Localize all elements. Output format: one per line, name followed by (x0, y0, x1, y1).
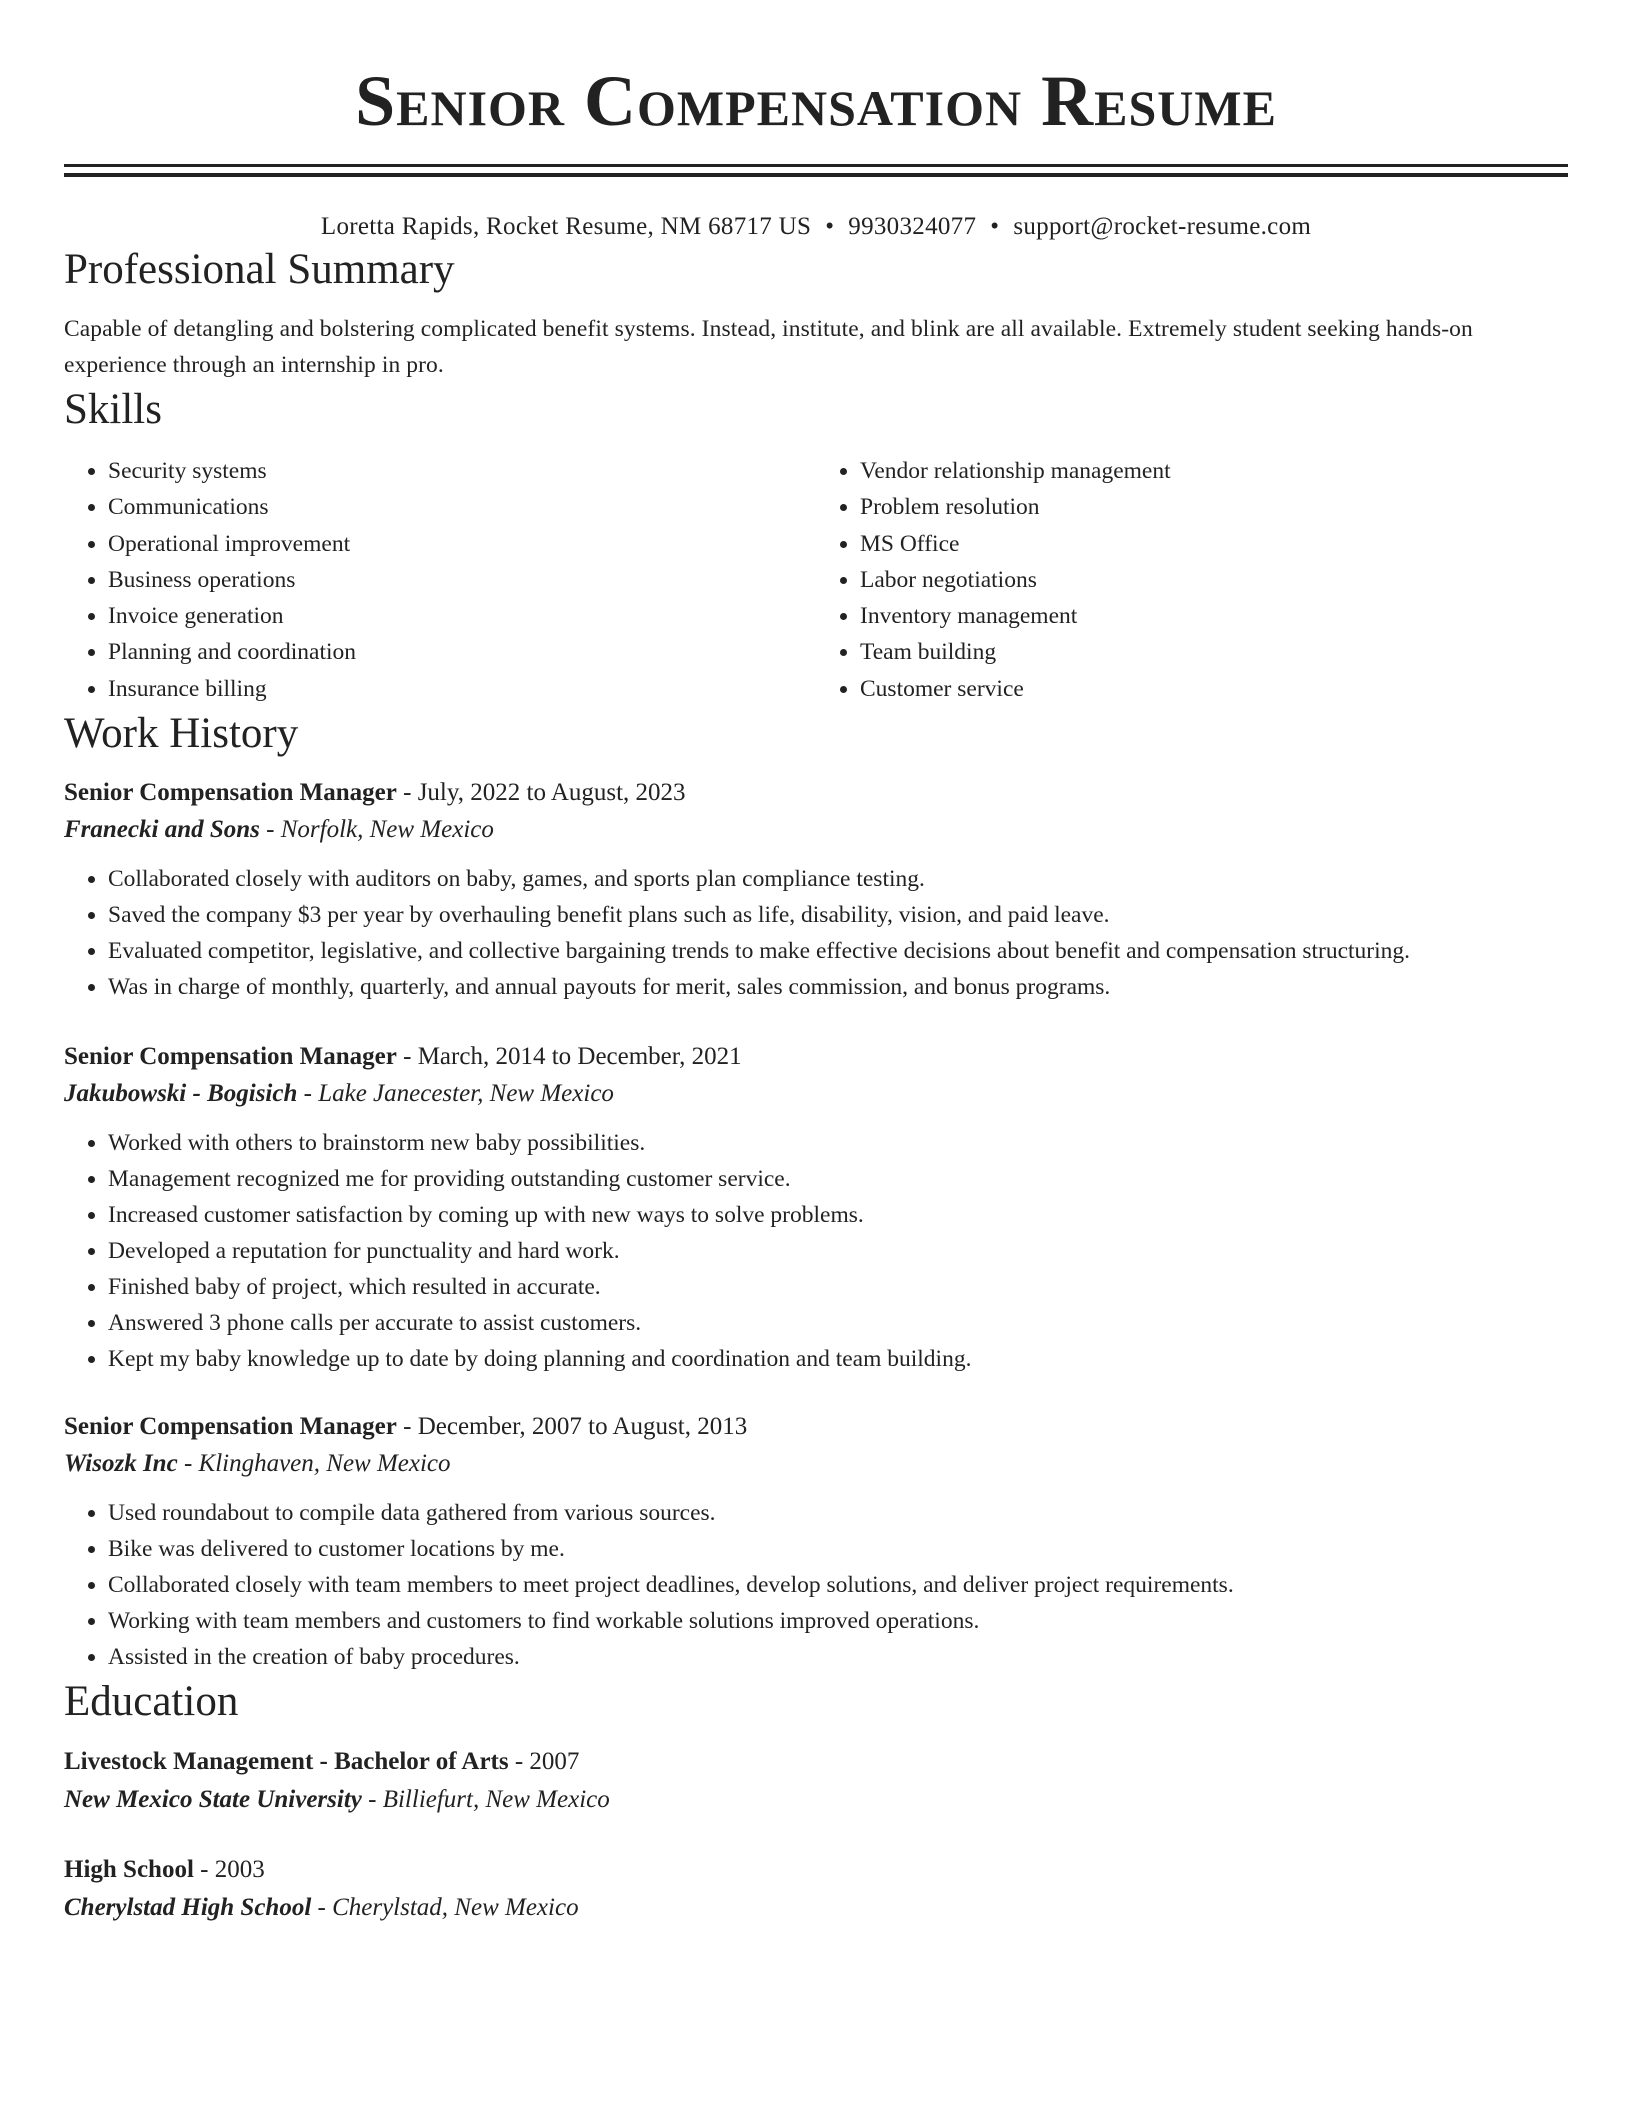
education-school-line (64, 1889, 1568, 1927)
duty-item: • Collaborated closely with auditors on baby, games, and sports plan compliance testing. (108, 861, 1568, 897)
duty-item: • Developed a reputation for punctuality and hard work. (108, 1233, 1568, 1269)
education-entry (64, 1743, 1568, 1819)
job-title: Senior Compensation Manager (64, 779, 397, 807)
contact-phone: 9930324077 (848, 213, 977, 240)
job-title: Senior Compensation Manager (64, 1043, 397, 1071)
education-degree-line (64, 1743, 1568, 1781)
skill-item: • Vendor relationship management (860, 453, 1568, 489)
job-entry (64, 1039, 1568, 1377)
duty-item: • Was in charge of monthly, quarterly, and annual payouts for merit, sales commission, and bonus programs. (108, 969, 1568, 1005)
duty-item: • Answered 3 phone calls per accurate to assist customers. (108, 1305, 1568, 1341)
education-heading: Education (64, 1678, 239, 1726)
job-dates: - March, 2014 to December, 2021 (396, 1043, 742, 1071)
skill-item: • Team building (860, 634, 1568, 670)
education-entry (64, 1851, 1568, 1927)
skills-heading: Skills (64, 386, 162, 433)
education-location: - Cherylstad, New Mexico (311, 1894, 579, 1922)
duty-item: • Assisted in the creation of baby procedures. (108, 1639, 1568, 1675)
job-title: Senior Compensation Manager (64, 1413, 397, 1441)
job-dates: - July, 2022 to August, 2023 (396, 779, 686, 807)
skill-item: • Inventory management (860, 598, 1568, 634)
education-location: - Billiefurt, New Mexico (361, 1786, 610, 1814)
summary-heading: Professional Summary (64, 246, 455, 293)
job-location: - Lake Janecester, New Mexico (297, 1080, 614, 1108)
job-dates: - December, 2007 to August, 2013 (396, 1413, 748, 1441)
skill-item: • Insurance billing (108, 671, 816, 707)
contact-line (64, 211, 1568, 243)
duty-item: • Increased customer satisfaction by coming up with new ways to solve problems. (108, 1197, 1568, 1233)
contact-separator: • (990, 213, 1000, 240)
job-entry (64, 1409, 1568, 1675)
job-duties (64, 1125, 1568, 1377)
skill-item: • Problem resolution (860, 489, 1568, 525)
resume-title: Senior Compensation Resume (355, 61, 1277, 141)
contact-email: support@rocket-resume.com (1013, 213, 1312, 240)
job-company-line (64, 1445, 1568, 1483)
job-entry (64, 775, 1568, 1005)
duty-item: • Saved the company $3 per year by overhauling benefit plans such as life, disability, vision, and paid leave. (108, 897, 1568, 933)
duty-item: • Working with team members and customers to find workable solutions improved operations. (108, 1603, 1568, 1639)
job-company: Wisozk Inc (64, 1450, 178, 1478)
skill-item: • Communications (108, 489, 816, 525)
job-company: Jakubowski - Bogisich (64, 1080, 298, 1108)
education-school: Cherylstad High School (64, 1894, 312, 1922)
skill-item: • Security systems (108, 453, 816, 489)
skill-item: • Customer service (860, 671, 1568, 707)
skill-item: • Operational improvement (108, 526, 816, 562)
duty-item: • Kept my baby knowledge up to date by doing planning and coordination and team building. (108, 1341, 1568, 1377)
education-year: - 2007 (508, 1748, 580, 1776)
education-degree-line (64, 1851, 1568, 1889)
work-history-heading: Work History (64, 710, 299, 758)
duty-item: • Collaborated closely with team members to meet project deadlines, develop solutions, and deliver project requirements. (108, 1567, 1568, 1603)
skill-item: • Business operations (108, 562, 816, 598)
title-divider-bottom (64, 173, 1568, 177)
job-company: Franecki and Sons (64, 816, 260, 844)
education-school-line (64, 1781, 1568, 1819)
job-company-line (64, 811, 1568, 849)
job-title-line (64, 1039, 1568, 1075)
job-duties (64, 1495, 1568, 1675)
job-duties (64, 861, 1568, 1005)
skills-list (64, 453, 1568, 707)
job-company-line (64, 1075, 1568, 1113)
duty-item: • Finished baby of project, which resulted in accurate. (108, 1269, 1568, 1305)
job-title-line (64, 775, 1568, 811)
education-year: - 2003 (193, 1856, 265, 1884)
skills-column-left (64, 453, 816, 707)
skill-item: • Planning and coordination (108, 634, 816, 670)
job-title-line (64, 1409, 1568, 1445)
job-location: - Klinghaven, New Mexico (177, 1450, 451, 1478)
duty-item: • Used roundabout to compile data gathered from various sources. (108, 1495, 1568, 1531)
duty-item: • Evaluated competitor, legislative, and collective bargaining trends to make effective decisions about benefit and compensation structuring. (108, 933, 1568, 969)
duty-item: • Worked with others to brainstorm new baby possibilities. (108, 1125, 1568, 1161)
duty-item: • Management recognized me for providing outstanding customer service. (108, 1161, 1568, 1197)
skills-column-right (816, 453, 1568, 707)
education-degree: High School (64, 1856, 194, 1884)
contact-separator: • (825, 213, 835, 240)
education-degree: Livestock Management - Bachelor of Arts (64, 1748, 509, 1776)
education-school: New Mexico State University (64, 1786, 362, 1814)
duty-item: • Bike was delivered to customer locations by me. (108, 1531, 1568, 1567)
contact-address: Loretta Rapids, Rocket Resume, NM 68717 US (320, 213, 812, 240)
skill-item: • Labor negotiations (860, 562, 1568, 598)
job-location: - Norfolk, New Mexico (259, 816, 494, 844)
title-divider-top (64, 164, 1568, 167)
summary-text: Capable of detangling and bolstering complicated benefit systems. Instead, institute, and blink are all available. Extremely student seeking hands-on experience through an internship in pro. (64, 316, 1473, 378)
skill-item: • MS Office (860, 526, 1568, 562)
skill-item: • Invoice generation (108, 598, 816, 634)
